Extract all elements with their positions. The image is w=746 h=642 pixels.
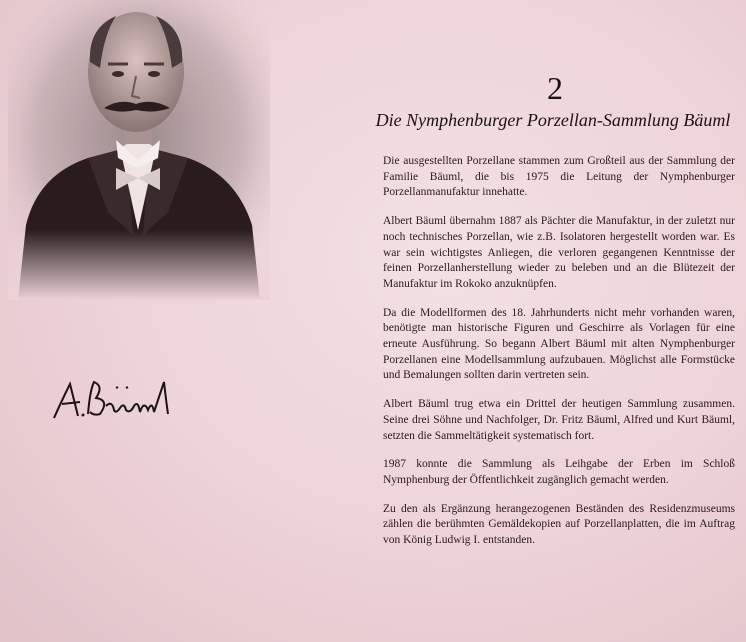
portrait-illustration xyxy=(8,0,270,300)
portrait-photo xyxy=(8,0,270,300)
paragraph-4: Albert Bäuml trug etwa ein Drittel der heutigen Sammlung zusammen. Seine drei Söhne und Nachfolger, Dr. Fritz Bäuml, Alfred und Kurt Bäuml, setzten die Sammeltätigkeit systematisch fort. xyxy=(383,398,735,442)
section-title: Die Nymphenburger Porzellan-Sammlung Bäuml xyxy=(375,110,731,130)
text-body xyxy=(383,154,735,562)
paragraph-2: Albert Bäuml übernahm 1887 als Pächter die Manufaktur, in der zuletzt nur noch technisches Porzellan, wie z.B. Isolatoren hergestellt worden war. Es war sein wichtigstes Anliegen, die verloren gegangenen Kenntnisse der feinen Porzellanherstellung wieder zu beleben und an die Blütezeit der Manufaktur im Rokoko anzuknüpfen. xyxy=(383,215,735,290)
section-number: 2 xyxy=(547,70,563,106)
paragraph-3: Da die Modellformen des 18. Jahrhunderts nicht mehr vorhanden waren, benötigte man historische Figuren und Geschirre als Vorlagen für eine erneute Ausführung. So begann Albert Bäuml mit alten Nymphenburger Porzellanen eine Modellsammlung aufzubauen. Möglichst alle Formstücke und Bemalungen sollten darin vertreten sein. xyxy=(383,306,735,382)
signature xyxy=(48,370,198,430)
paragraph-6: Zu den als Ergänzung herangezogenen Beständen des Residenzmuseums zählen die berühmten Gemäldekopien auf Porzellanplatten, die im Auftrag von König Ludwig I. entstanden. xyxy=(383,502,735,547)
signature-image xyxy=(48,370,198,430)
paragraph-1: Die ausgestellten Porzellane stammen zum Großteil aus der Sammlung der Familie Bäuml, die bis 1975 die Leitung der Nymphenburger Porzellanmanufaktur innehatte. xyxy=(383,155,735,199)
paragraph-5: 1987 konnte die Sammlung als Leihgabe der Erben im Schloß Nymphenburg der Öffentlichkeit zugänglich gemacht werden. xyxy=(383,458,735,486)
